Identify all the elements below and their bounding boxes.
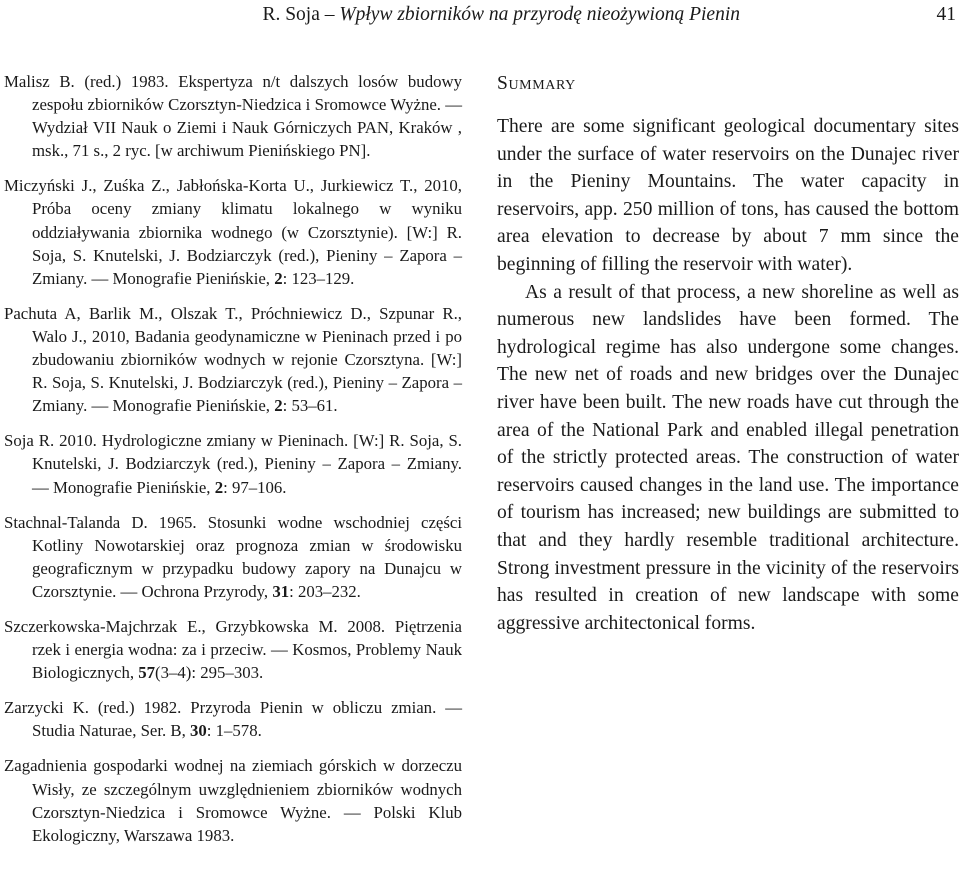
reference-entry: Stachnal-Talanda D. 1965. Stosunki wodne wschodniej części Kotliny Nowotarskiej oraz prognoza zmian w środowisku geograficznym w przypadku budowy zapory na Dunajcu w Czorsztynie. — Ochrona Przyrody, 31: 203–232.: [4, 512, 462, 601]
reference-entry: Szczerkowska-Majchrzak E., Grzybkowska M. 2008. Piętrzenia rzek i energia wodna: za i przeciw. — Kosmos, Problemy Nauk Biologicznych, 57(3–4): 295–303.: [4, 616, 462, 683]
running-title: [262, 2, 740, 28]
references-column: [4, 70, 462, 859]
running-title-author: R. Soja –: [262, 4, 340, 25]
reference-entry: Pachuta A, Barlik M., Olszak T., Próchniewicz D., Szpunar R., Walo J., 2010, Badania geodynamiczne w Pieninach przed i po zbudowaniu zbiorników wodnych w rejonie Czorsztyna. [W:] R. Soja, S. Knutelski, J. Bodziarczyk (red.), Pieniny – Zapora – Zmiany. — Monografie Pienińskie, 2: 53–61.: [4, 303, 462, 416]
reference-entry: Zagadnienia gospodarki wodnej na ziemiach górskich w dorzeczu Wisły, ze szczególnym uwzględnieniem zbiorników wodnych Czorsztyn-Niedzica i Sromowce Wyżne. — Polski Klub Ekologiczny, Warszawa 1983.: [4, 756, 462, 845]
summary-paragraph: As a result of that process, a new shoreline as well as numerous new landslides have been formed. The hydrological regime has also undergone some changes. The new net of roads and new bridges over the Dunajec river have been built. The new roads have cut through the area of the National Park and enabled illegal penetration of the strictly protected areas. The construction of water reservoirs caused changes in the land use. The importance of tourism has increased; new buildings are submitted to that and they hardly resemble traditional architecture. Strong investment pressure in the vicinity of the reservoirs has resulted in creation of new landscape with some aggressive architectonical forms.: [497, 281, 959, 634]
summary-section: [497, 70, 959, 637]
reference-entry: Soja R. 2010. Hydrologiczne zmiany w Pieninach. [W:] R. Soja, S. Knutelski, J. Bodziarczyk (red.), Pieniny – Zapora – Zmiany. — Monografie Pienińskie, 2: 97–106.: [4, 431, 462, 497]
reference-entry: Miczyński J., Zuśka Z., Jabłońska-Korta U., Jurkiewicz T., 2010, Próba oceny zmiany klimatu lokalnego w wyniku oddziaływania zbiornika wodnego (w Czorsztynie). [W:] R. Soja, S. Knutelski, J. Bodziarczyk (red.), Pieniny – Zapora – Zmiany. — Monografie Pienińskie, 2: 123–129.: [4, 176, 462, 288]
page-number: 41: [936, 4, 956, 25]
reference-entry: Zarzycki K. (red.) 1982. Przyroda Pienin w obliczu zmian. — Studia Naturae, Ser. B, 30: 1–578.: [4, 698, 462, 741]
reference-entry: Malisz B. (red.) 1983. Ekspertyza n/t dalszych losów budowy zespołu zbiorników Czorsztyn-Niedzica i Sromowce Wyżne. — Wydział VII Nauk o Ziemi i Nauk Górniczych PAN, Kraków , msk., 71 s., 2 ryc. [w archiwum Pienińskiego PN].: [4, 72, 462, 161]
summary-paragraph: There are some significant geological documentary sites under the surface of water reservoirs on the Dunajec river in the Pieniny Mountains. The water capacity in reservoirs, app. 250 million of tons, has caused the bottom area elevation to decrease by about 7 mm since the beginning of filling the reservoir with water).: [497, 116, 959, 275]
page-header: [0, 2, 960, 28]
summary-heading: Summary: [497, 73, 576, 94]
running-title-article: Wpływ zbiorników na przyrodę nieożywioną Pienin: [339, 4, 740, 25]
summary-body: [497, 113, 959, 637]
